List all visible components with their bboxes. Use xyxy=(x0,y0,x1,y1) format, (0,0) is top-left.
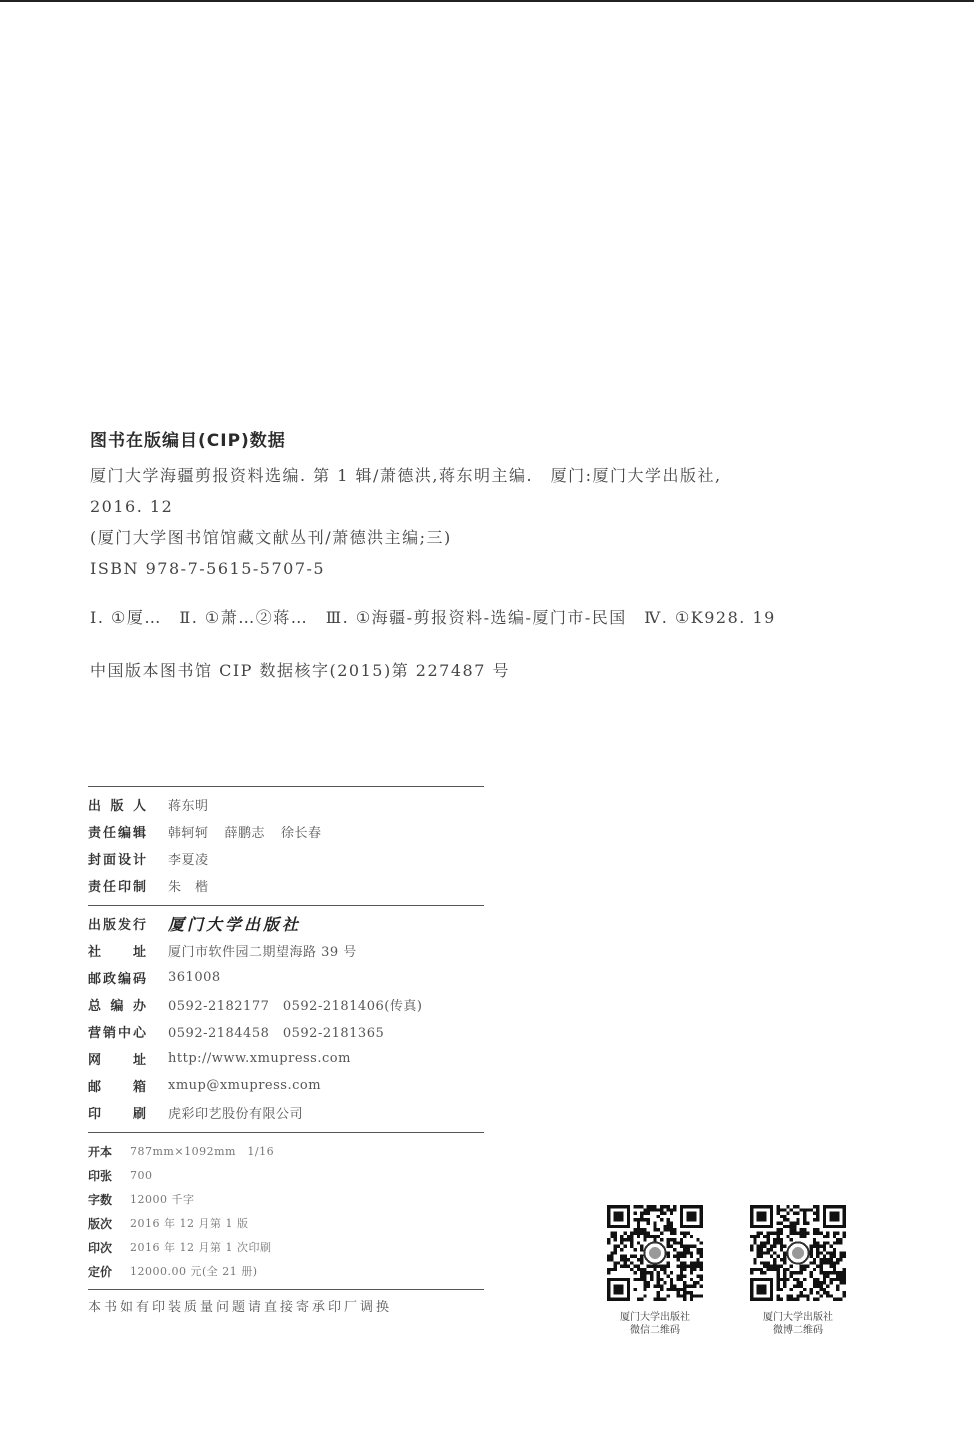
spec-row xyxy=(88,1139,484,1163)
staff-row xyxy=(88,872,484,899)
quality-notice: 本书如有印装质量问题请直接寄承印厂调换 xyxy=(88,1300,393,1315)
weibo-qr-block xyxy=(743,1205,853,1337)
editor-name: 徐长春 xyxy=(281,826,322,841)
contact-value: 厦门市软件园二期望海路 39 号 xyxy=(168,945,357,960)
cip-series-line: (厦门大学图书馆馆藏文献丛刊/萧德洪主编;三) xyxy=(90,528,452,547)
spec-row xyxy=(88,1235,484,1259)
cip-block xyxy=(90,430,890,686)
spec-value: 787mm×1092mm 1/16 xyxy=(130,1145,275,1158)
editor-name: 韩轲轲 xyxy=(168,826,209,841)
cip-isbn-line: ISBN 978-7-5615-5707-5 xyxy=(90,559,326,578)
website-link: http://www.xmupress.com xyxy=(168,1051,351,1066)
spec-value: 12000 千字 xyxy=(130,1193,195,1206)
cip-heading: 图书在版编目(CIP)数据 xyxy=(90,431,286,451)
contact-value: 0592-2182177 0592-2181406(传真) xyxy=(168,999,423,1014)
spec-row xyxy=(88,1211,484,1235)
spec-value: 12000.00 元(全 21 册) xyxy=(130,1265,258,1278)
weibo-qr-code-icon xyxy=(750,1205,846,1301)
contact-value: 361008 xyxy=(168,970,221,985)
spec-label: 字数 xyxy=(88,1192,113,1207)
contact-label: 邮政编码 xyxy=(88,972,146,987)
contact-label: 营销中心 xyxy=(88,1026,146,1041)
contact-label: 印 刷 xyxy=(88,1107,146,1122)
spec-row xyxy=(88,1187,484,1211)
wechat-qr-code-icon xyxy=(607,1205,703,1301)
spec-row xyxy=(88,1163,484,1187)
staff-row xyxy=(88,845,484,872)
cip-title-line: 厦门大学海疆剪报资料选编. 第 1 辑/萧德洪,蒋东明主编. 厦门:厦门大学出版社, xyxy=(90,466,722,485)
editor-name: 薛鹏志 xyxy=(224,826,266,841)
staff-value: 蒋东明 xyxy=(168,799,209,814)
spec-value: 2016 年 12 月第 1 版 xyxy=(130,1217,249,1230)
cip-classification: Ⅰ. ①厦… Ⅱ. ①萧…②蒋… Ⅲ. ①海疆-剪报资料-选编-厦门市-民国 Ⅳ. ①K928. 19 xyxy=(90,608,776,627)
cip-date-line: 2016. 12 xyxy=(90,497,174,516)
staff-row xyxy=(88,818,484,845)
spec-label: 开本 xyxy=(88,1144,113,1159)
contact-label: 网 址 xyxy=(88,1053,146,1068)
publisher-row xyxy=(88,910,484,937)
specs-section xyxy=(88,1133,484,1289)
publisher-section xyxy=(88,906,484,1132)
cip-number: 中国版本图书馆 CIP 数据核字(2015)第 227487 号 xyxy=(90,661,510,680)
spec-label: 印张 xyxy=(88,1168,113,1183)
qr-caption-publisher: 厦门大学出版社 xyxy=(620,1312,690,1323)
staff-label: 责任编辑 xyxy=(88,826,146,841)
contact-row xyxy=(88,1072,484,1099)
colophon xyxy=(88,786,484,1315)
spec-value: 2016 年 12 月第 1 次印刷 xyxy=(130,1241,272,1254)
contact-label: 总 编 办 xyxy=(88,999,146,1014)
contact-row xyxy=(88,964,484,991)
email-address: xmup@xmupress.com xyxy=(168,1078,322,1093)
spec-label: 定价 xyxy=(88,1264,113,1279)
staff-value: 朱 楷 xyxy=(168,880,209,895)
staff-label: 封面设计 xyxy=(88,853,146,868)
contact-value: 0592-2184458 0592-2181365 xyxy=(168,1026,385,1041)
qr-caption-type: 微博二维码 xyxy=(773,1325,823,1336)
contact-row xyxy=(88,937,484,964)
staff-row xyxy=(88,791,484,818)
staff-section xyxy=(88,787,484,905)
contact-row xyxy=(88,991,484,1018)
contact-row xyxy=(88,1018,484,1045)
wechat-qr-block xyxy=(600,1205,710,1337)
qr-caption-publisher: 厦门大学出版社 xyxy=(763,1312,833,1323)
contact-label: 邮 箱 xyxy=(88,1080,146,1095)
publisher-logo: 厦门大学出版社 xyxy=(168,915,302,934)
contact-value: 虎彩印艺股份有限公司 xyxy=(168,1107,304,1122)
staff-label: 出 版 人 xyxy=(88,799,146,814)
spec-value: 700 xyxy=(130,1168,153,1182)
divider xyxy=(88,1289,484,1290)
staff-value: 李夏凌 xyxy=(168,853,209,868)
top-rule xyxy=(0,0,974,2)
spec-label: 印次 xyxy=(88,1240,113,1255)
contact-row xyxy=(88,1099,484,1126)
qr-caption-type: 微信二维码 xyxy=(630,1325,680,1336)
staff-value xyxy=(168,822,338,841)
contact-row xyxy=(88,1045,484,1072)
spec-row xyxy=(88,1259,484,1283)
contact-label: 社 址 xyxy=(88,945,146,960)
publisher-label: 出版发行 xyxy=(88,918,146,933)
spec-label: 版次 xyxy=(88,1216,113,1231)
staff-label: 责任印制 xyxy=(88,880,146,895)
